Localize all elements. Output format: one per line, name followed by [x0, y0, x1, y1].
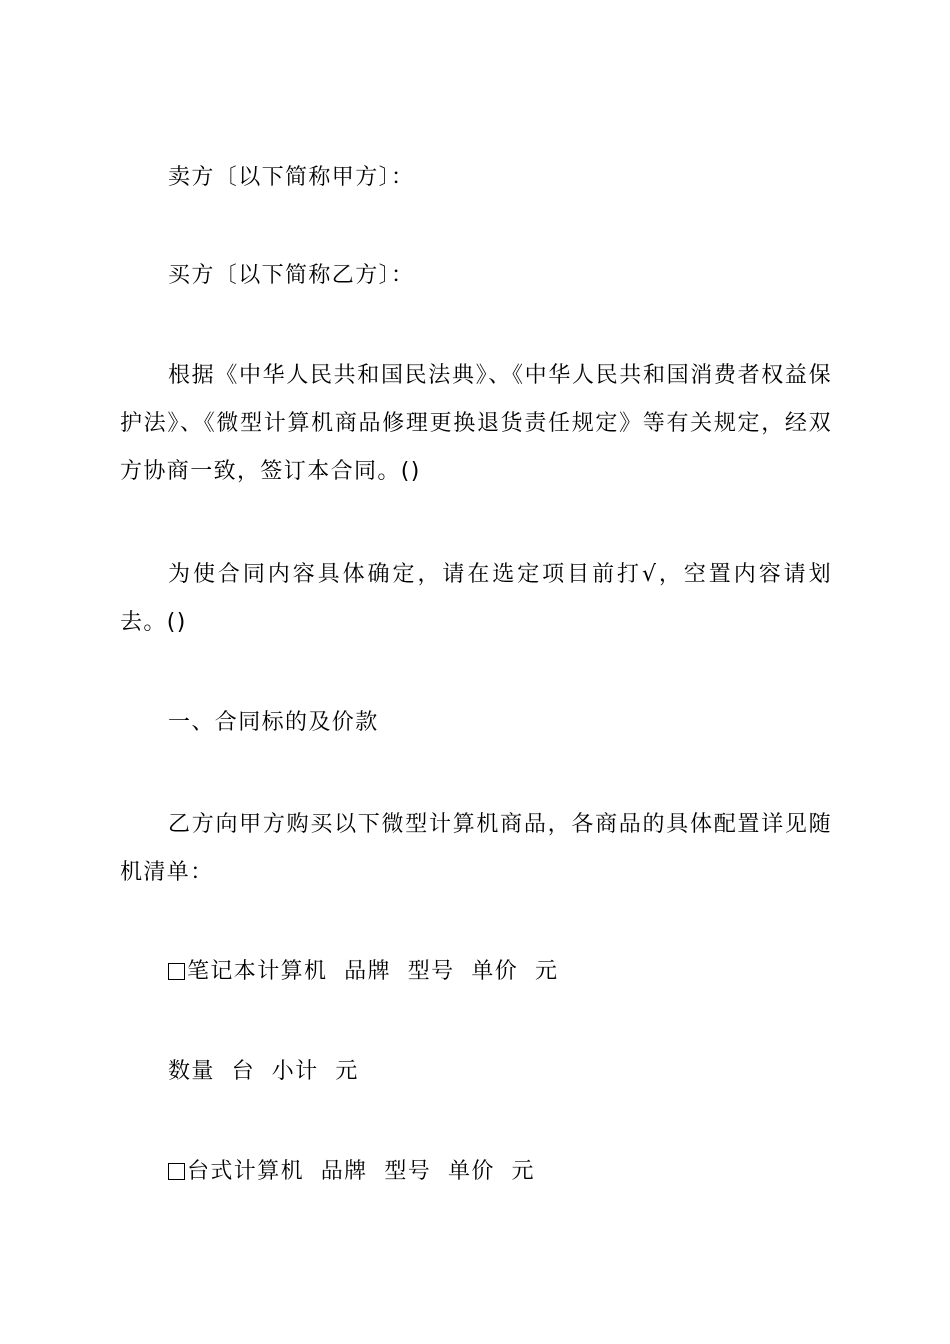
laptop-item — [120, 948, 832, 996]
desktop-checkbox[interactable] — [168, 1163, 185, 1180]
desktop-item-text: 台式计算机 品牌 型号 单价 元 — [187, 1159, 535, 1184]
section-1-intro: 乙方向甲方购买以下微型计算机商品，各商品的具体配置详见随机清单： — [120, 812, 832, 885]
desktop-item — [120, 1148, 832, 1196]
laptop-item-text: 笔记本计算机 品牌 型号 单价 元 — [187, 959, 559, 984]
section-1-heading: 一、合同标的及价款 — [168, 710, 379, 735]
basis-paragraph: 根据《中华人民共和国民法典》、《中华人民共和国消费者权益保护法》、《微型计算机商品修理更换退货责任规定》等有关规定，经双方协商一致，签订本合同。() — [120, 363, 832, 484]
buyer-line: 买方〔以下简称乙方〕： — [168, 263, 415, 288]
instruction-paragraph: 为使合同内容具体确定，请在选定项目前打√，空置内容请划去。() — [120, 562, 832, 635]
laptop-checkbox[interactable] — [168, 963, 185, 980]
laptop-quantity-line: 数量 台 小计 元 — [168, 1059, 359, 1084]
seller-line: 卖方〔以下简称甲方〕： — [168, 165, 415, 190]
